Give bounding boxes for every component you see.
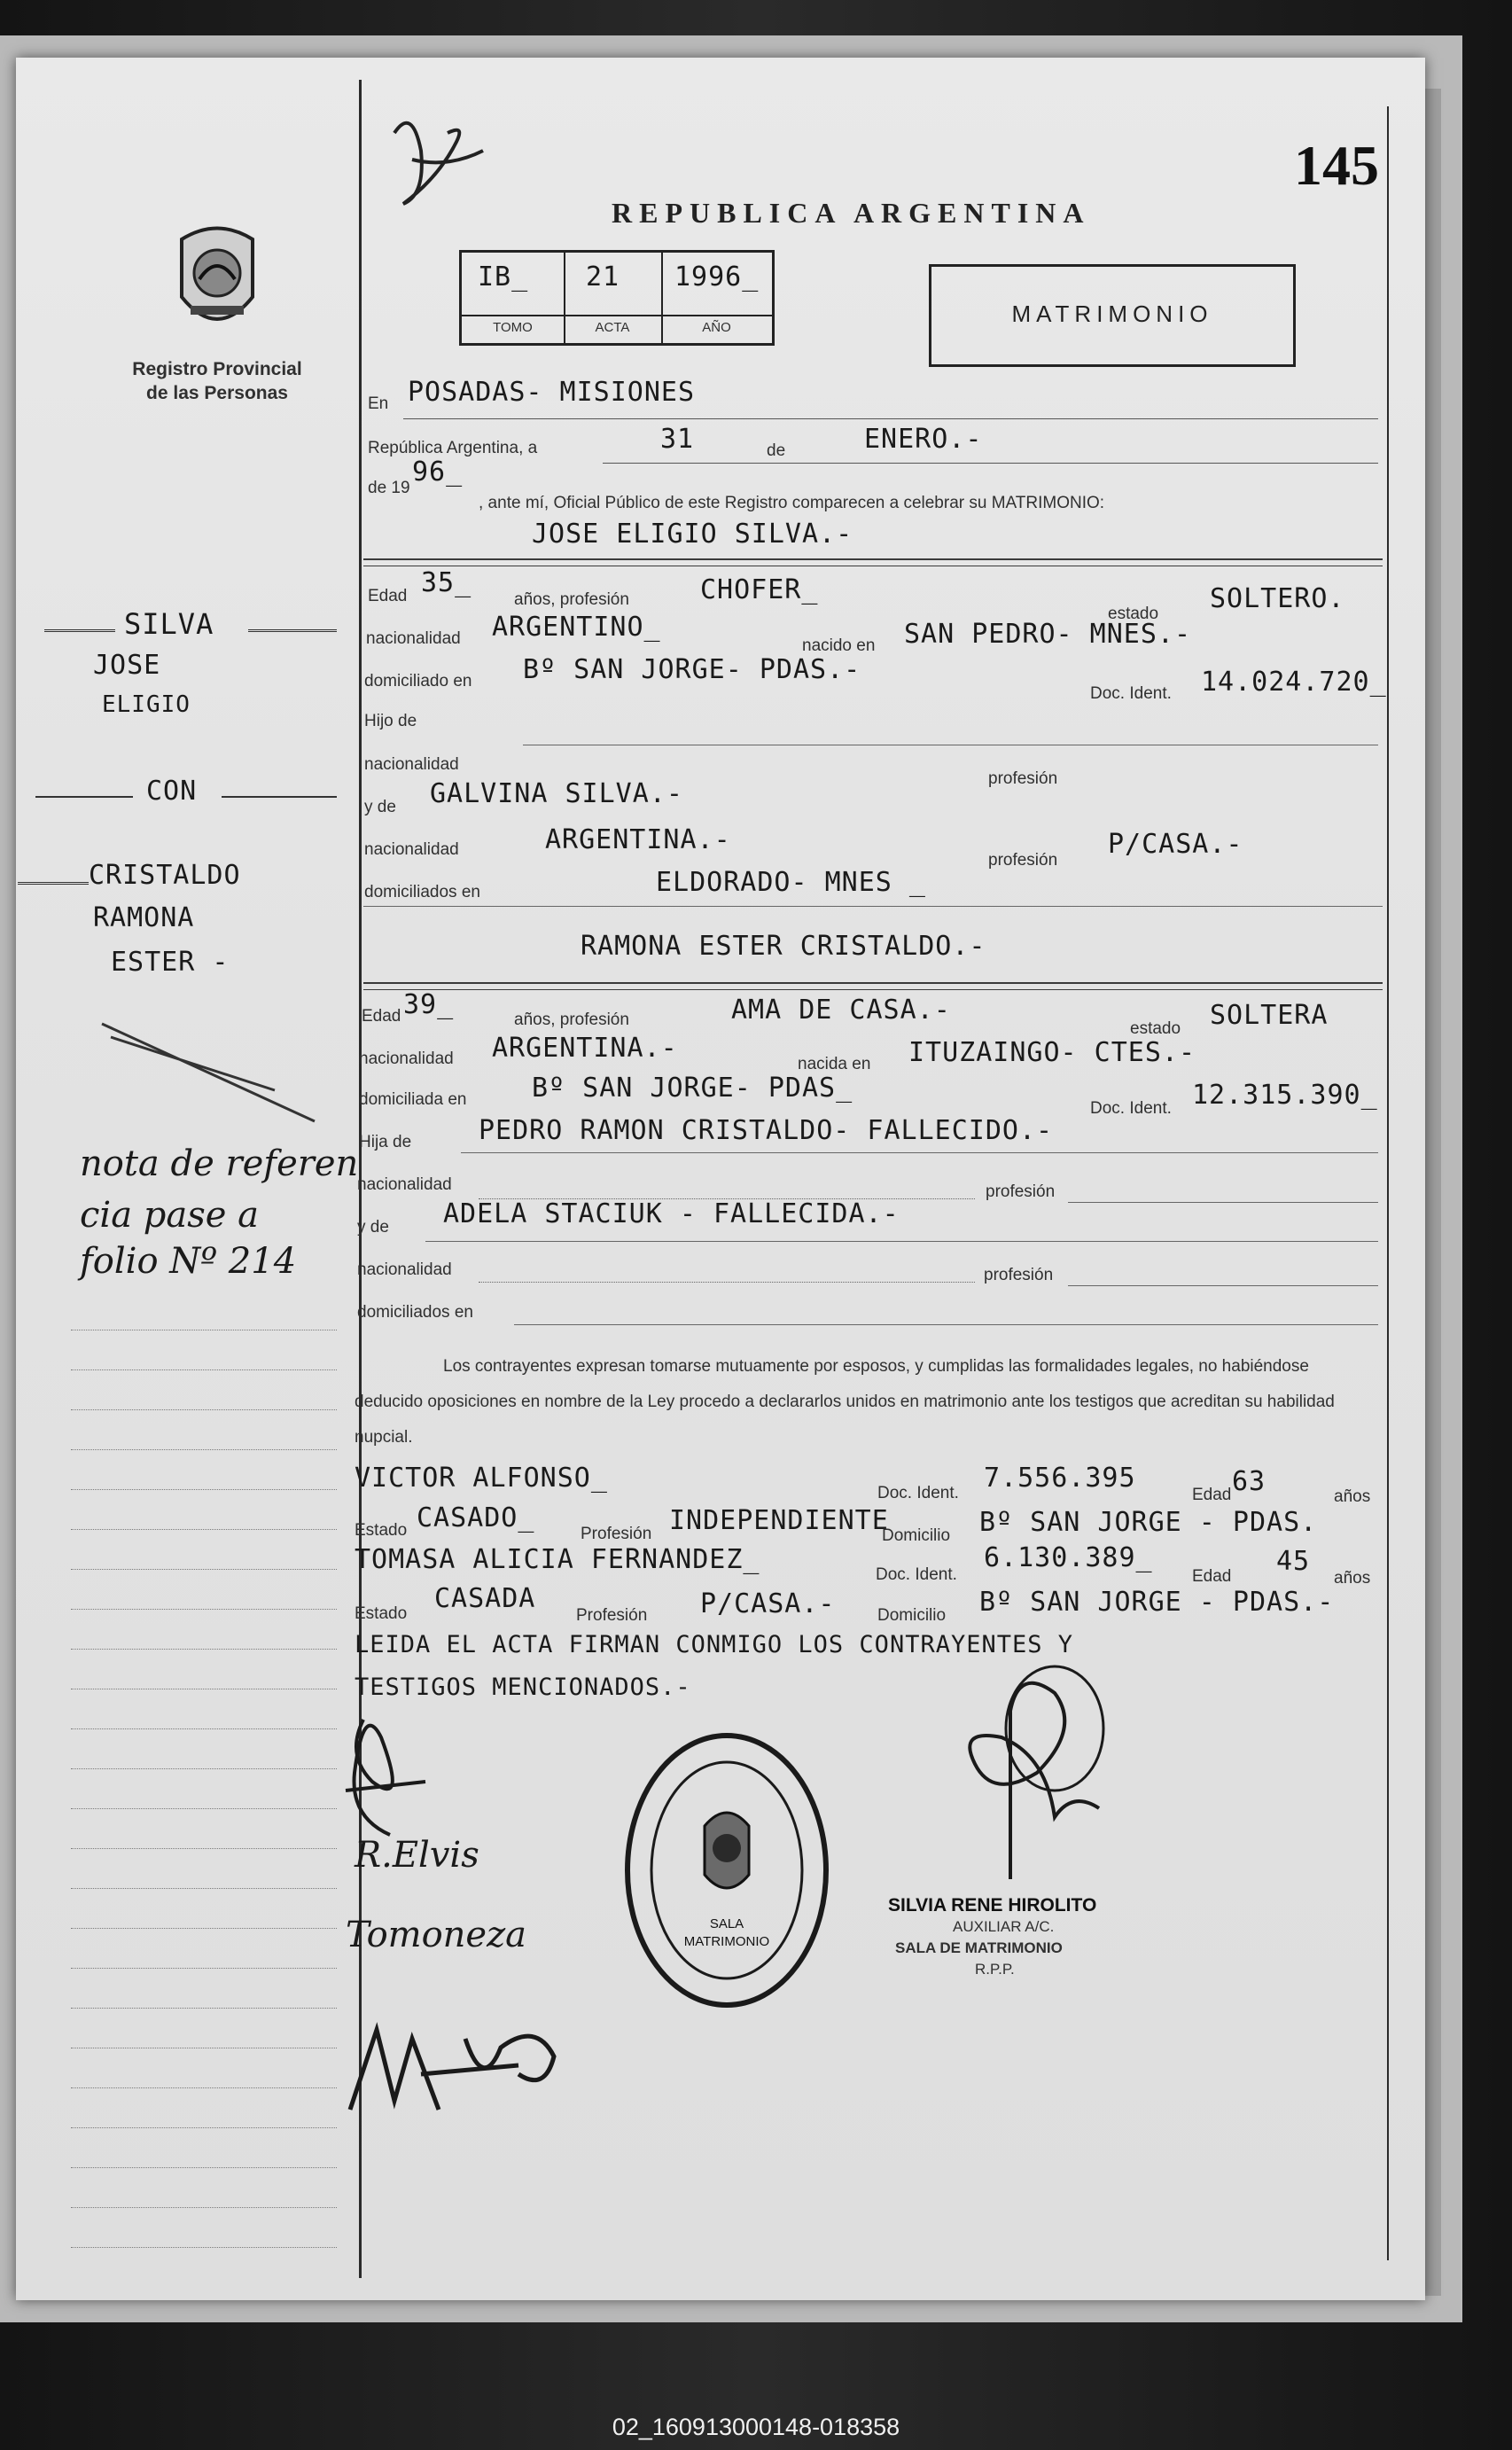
initials-signature-top bbox=[377, 98, 501, 226]
witness1-anios-label: años bbox=[1334, 1487, 1371, 1506]
signature-groom bbox=[337, 1702, 443, 1848]
margin-bride-second: ESTER - bbox=[111, 947, 230, 978]
bride-nacida-label: nacida en bbox=[798, 1055, 871, 1073]
witness1-profesion-label: Profesión bbox=[581, 1525, 652, 1543]
bride-estado-label: estado bbox=[1130, 1019, 1181, 1038]
witness2-estado-label: Estado bbox=[355, 1604, 408, 1623]
registry-name: Registro Provincial bbox=[132, 359, 302, 379]
bride-name: RAMONA ESTER CRISTALDO.- bbox=[581, 931, 986, 962]
bride-age: 39_ bbox=[403, 989, 455, 1020]
month-value: ENERO.- bbox=[864, 424, 983, 455]
groom-address: Bº SAN JORGE- PDAS.- bbox=[523, 654, 861, 685]
groom-estado-label: estado bbox=[1108, 605, 1159, 623]
groom-mother-nationality: ARGENTINA.- bbox=[545, 824, 731, 855]
official-seal-icon bbox=[620, 1728, 833, 2012]
bride-father: PEDRO RAMON CRISTALDO- FALLECIDO.- bbox=[479, 1115, 1054, 1146]
groom-name: JOSE ELIGIO SILVA.- bbox=[532, 519, 853, 550]
groom-profession: CHOFER_ bbox=[700, 574, 819, 605]
signature-witness-2: Tomoneza bbox=[346, 1915, 527, 1955]
witness1-domicilio-label: Domicilio bbox=[882, 1526, 951, 1545]
margin-con: CON bbox=[146, 776, 198, 807]
witness1-doc: 7.556.395 bbox=[984, 1463, 1136, 1494]
witness2-address: Bº SAN JORGE - PDAS.- bbox=[979, 1587, 1335, 1618]
official-abbr: R.P.P. bbox=[975, 1961, 1015, 1978]
groom-nacido-label: nacido en bbox=[802, 636, 876, 655]
groom-father-prof-label: profesión bbox=[988, 769, 1058, 788]
groom-mother: GALVINA SILVA.- bbox=[430, 778, 683, 809]
groom-mother-nat-label: nacionalidad bbox=[364, 840, 459, 859]
bride-doc-label: Doc. Ident. bbox=[1090, 1099, 1172, 1118]
margin-bride-surname: CRISTALDO bbox=[89, 860, 241, 891]
groom-yde-label: y de bbox=[364, 798, 396, 816]
witness1-doc-label: Doc. Ident. bbox=[877, 1484, 959, 1502]
bride-edad-label: Edad bbox=[362, 1007, 401, 1026]
witness1-profession: INDEPENDIENTE bbox=[669, 1505, 889, 1536]
witness2-domicilio-label: Domicilio bbox=[877, 1606, 947, 1625]
bride-mother: ADELA STACIUK - FALLECIDA.- bbox=[443, 1198, 900, 1229]
en-label: En bbox=[368, 394, 389, 413]
margin-bride-first: RAMONA bbox=[93, 902, 195, 933]
witness2-doc: 6.130.389_ bbox=[984, 1542, 1153, 1573]
groom-domiciliado-label: domiciliado en bbox=[364, 672, 472, 691]
witness2-profesion-label: Profesión bbox=[576, 1606, 648, 1625]
bride-address: Bº SAN JORGE- PDAS_ bbox=[532, 1073, 853, 1104]
witness1-civil-status: CASADO_ bbox=[417, 1502, 535, 1533]
bride-domiciliada-label: domiciliada en bbox=[359, 1090, 467, 1109]
bride-nationality: ARGENTINA.- bbox=[492, 1033, 678, 1064]
svg-text:MATRIMONIO: MATRIMONIO bbox=[683, 1934, 770, 1949]
bride-civil-status: SOLTERA bbox=[1210, 1000, 1329, 1031]
groom-hijo-label: Hijo de bbox=[364, 712, 417, 730]
groom-nationality: ARGENTINO_ bbox=[492, 612, 661, 643]
bride-father-prof-label: profesión bbox=[986, 1182, 1056, 1201]
bride-father-nat-label: nacionalidad bbox=[357, 1175, 452, 1194]
bride-hija-label: Hija de bbox=[359, 1133, 412, 1151]
bride-nacionalidad-label: nacionalidad bbox=[359, 1049, 454, 1068]
official-title: AUXILIAR A/C. bbox=[953, 1918, 1055, 1935]
groom-doc-label: Doc. Ident. bbox=[1090, 684, 1172, 703]
witness1-age: 63 bbox=[1232, 1466, 1266, 1497]
margin-second-name: ELIGIO bbox=[102, 691, 191, 718]
signature-bride bbox=[341, 2012, 581, 2123]
bride-birthplace: ITUZAINGO- CTES.- bbox=[908, 1037, 1196, 1068]
groom-mother-prof-label: profesión bbox=[988, 851, 1058, 870]
coat-of-arms-icon bbox=[164, 222, 270, 346]
witness2-name: TOMASA ALICIA FERNANDEZ_ bbox=[355, 1544, 760, 1575]
witness1-name: VICTOR ALFONSO_ bbox=[355, 1463, 608, 1494]
witness2-edad-label: Edad bbox=[1192, 1567, 1232, 1586]
margin-surname: SILVA bbox=[124, 607, 214, 641]
witness2-doc-label: Doc. Ident. bbox=[876, 1565, 957, 1584]
margin-note-line2: cia pase a bbox=[80, 1195, 259, 1236]
groom-parents-address: ELDORADO- MNES _ bbox=[656, 867, 926, 898]
bride-yde-label: y de bbox=[357, 1218, 389, 1237]
official-name: SILVIA RENE HIROLITO bbox=[888, 1895, 1097, 1916]
witness2-civil-status: CASADA bbox=[434, 1583, 536, 1614]
groom-father-nat-label: nacionalidad bbox=[364, 755, 459, 774]
bride-profession: AMA DE CASA.- bbox=[731, 995, 951, 1026]
file-id-caption: 02_160913000148-018358 bbox=[612, 2414, 900, 2440]
anio-value: 1996_ bbox=[674, 261, 760, 293]
declaration-text: Los contrayentes expresan tomarse mutuamente por esposos, y cumplidas las formalidades legales, no habiéndose deducido oposiciones en nombre de la Ley procedo a declararlos unidos en matrimonio ante los testigos que acreditan su habilidad nupcial. bbox=[355, 1357, 1335, 1447]
bride-domiciliados-label: domiciliados en bbox=[357, 1303, 473, 1322]
acta-label: ACTA bbox=[595, 320, 630, 335]
witness1-estado-label: Estado bbox=[355, 1521, 408, 1540]
folio-number: 145 bbox=[1294, 134, 1379, 197]
signature-witness-1: R.Elvis bbox=[355, 1835, 479, 1876]
intro-text: , ante mí, Oficial Público de este Registro comparecen a celebrar su MATRIMONIO: bbox=[479, 494, 1105, 512]
margin-first-name: JOSE bbox=[93, 650, 161, 681]
groom-nacionalidad-label: nacionalidad bbox=[366, 629, 461, 648]
groom-edad-label: Edad bbox=[368, 587, 408, 605]
witness2-anios-label: años bbox=[1334, 1569, 1371, 1588]
year-prefix: de 19 bbox=[368, 479, 410, 497]
day-value: 31 bbox=[660, 424, 695, 455]
bride-mother-prof-label: profesión bbox=[984, 1266, 1054, 1284]
groom-birthplace: SAN PEDRO- MNES.- bbox=[904, 619, 1192, 650]
svg-text:SALA: SALA bbox=[709, 1916, 744, 1931]
margin-note-line3: folio Nº 214 bbox=[80, 1241, 297, 1282]
witness2-profession: P/CASA.- bbox=[700, 1588, 836, 1619]
witness1-address: Bº SAN JORGE - PDAS. bbox=[979, 1507, 1318, 1538]
de-label: de bbox=[767, 441, 786, 460]
signature-official bbox=[922, 1658, 1134, 1892]
bride-profesion-label: años, profesión bbox=[514, 1010, 629, 1029]
year-value: 96_ bbox=[412, 456, 464, 488]
bride-doc: 12.315.390_ bbox=[1192, 1080, 1378, 1111]
act-type-box bbox=[929, 264, 1296, 367]
registry-name-line2: de las Personas bbox=[146, 383, 288, 403]
groom-civil-status: SOLTERO. bbox=[1210, 583, 1345, 614]
witness2-age: 45 bbox=[1276, 1546, 1311, 1577]
bride-mother-nat-label: nacionalidad bbox=[357, 1260, 452, 1279]
anio-label: AÑO bbox=[702, 320, 731, 335]
groom-profesion-label: años, profesión bbox=[514, 590, 629, 609]
act-type: MATRIMONIO bbox=[1011, 300, 1213, 327]
closing-line1: LEIDA EL ACTA FIRMAN CONMIGO LOS CONTRAYENTES Y bbox=[355, 1631, 1074, 1658]
right-border bbox=[1387, 106, 1389, 2260]
tomo-label: TOMO bbox=[493, 320, 533, 335]
groom-age: 35_ bbox=[421, 567, 472, 598]
groom-mother-profession: P/CASA.- bbox=[1108, 829, 1243, 860]
tomo-acta-anio-box bbox=[459, 250, 775, 346]
groom-domiciliados-label: domiciliados en bbox=[364, 883, 480, 901]
acta-value: 21 bbox=[586, 261, 620, 293]
place-value: POSADAS- MISIONES bbox=[408, 377, 696, 408]
margin-diagonal-mark bbox=[97, 1019, 319, 1130]
witness1-edad-label: Edad bbox=[1192, 1486, 1232, 1504]
official-office: SALA DE MATRIMONIO bbox=[895, 1939, 1063, 1956]
tomo-value: IB_ bbox=[478, 261, 529, 293]
country-title: REPUBLICA ARGENTINA bbox=[612, 197, 1091, 229]
closing-line2: TESTIGOS MENCIONADOS.- bbox=[355, 1674, 691, 1701]
groom-doc: 14.024.720_ bbox=[1201, 667, 1387, 698]
republica-label: República Argentina, a bbox=[368, 439, 538, 457]
margin-note-line1: nota de referen bbox=[80, 1143, 359, 1184]
